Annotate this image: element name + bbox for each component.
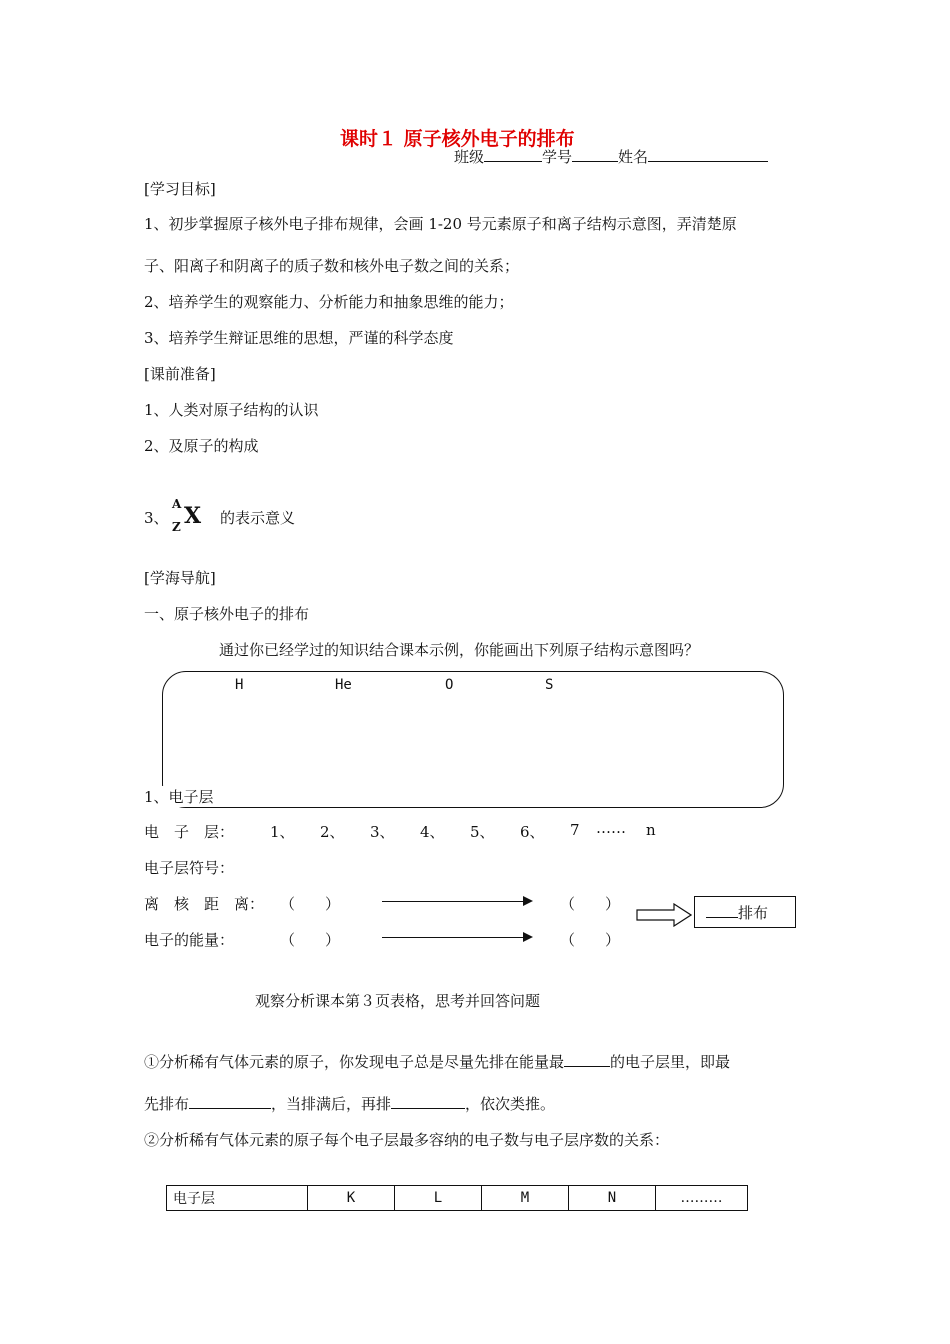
arrangement-blank[interactable] [706, 903, 738, 918]
goal-line-1b: 子、阳离子和阴离子的质子数和核外电子数之间的关系； [144, 257, 520, 275]
question-1b-mid: ，当排满后，再排 [271, 1095, 392, 1113]
shell-number-6: 6、 [520, 823, 545, 841]
table-cell-n: N [569, 1186, 656, 1211]
energy-paren-right[interactable]: （ ） [560, 931, 621, 949]
prep-item-2: 2、及原子的构成 [144, 437, 259, 455]
class-blank[interactable] [484, 147, 542, 162]
id-label: 学号 [542, 148, 573, 166]
table-cell-k: K [308, 1186, 395, 1211]
table-row [167, 1186, 748, 1211]
energy-paren-left[interactable]: （ ） [280, 931, 341, 949]
prep-heading: [课前准备] [144, 365, 216, 383]
class-label: 班级 [454, 148, 485, 166]
distance-arrow-line [382, 901, 524, 902]
subsection-1-heading: 1、电子层 [144, 788, 214, 806]
atom-label-h: H [235, 677, 244, 693]
shell-number-4: 4、 [420, 823, 445, 841]
prep-item-3-prefix: 3、 [144, 509, 169, 527]
table-cell-l: L [395, 1186, 482, 1211]
shell-number-ellipsis: …… [596, 819, 626, 837]
shell-number-7: 7 [570, 821, 580, 839]
energy-arrow-line [382, 937, 524, 938]
name-blank[interactable] [648, 147, 768, 162]
table-cell-ellipsis: ……… [656, 1186, 748, 1211]
question-1-line-a [144, 1051, 730, 1072]
section-1-heading: 一、原子核外电子的排布 [144, 605, 310, 623]
question-1-suffix: 的电子层里，即最 [610, 1053, 731, 1071]
shell-number-n: n [646, 821, 656, 839]
question-2: ②分析稀有气体元素的原子每个电子层最多容纳的电子数与电子层序数的关系： [144, 1131, 670, 1149]
arrangement-suffix: 排布 [738, 904, 769, 922]
shell-number-3: 3、 [370, 823, 395, 841]
page-title: 课时１ 原子核外电子的排布 [340, 128, 575, 150]
energy-arrow-head [523, 932, 533, 942]
shell-label: 电 子 层： [144, 823, 235, 841]
atom-label-he: He [335, 677, 352, 693]
shell-number-1: 1、 [270, 823, 295, 841]
shell-number-2: 2、 [320, 823, 345, 841]
question-1b-suffix: ，依次类推。 [465, 1095, 556, 1113]
question-1-line-b [144, 1093, 555, 1114]
question-1b-prefix: 先排布 [144, 1095, 190, 1113]
nuclide-atomic-number: Z [172, 520, 181, 534]
goal-line-3: 3、培养学生辩证思维的思想，严谨的科学态度 [144, 329, 454, 347]
question-1-prefix: ①分析稀有气体元素的原子，你发现电子总是尽量先排在能量最 [144, 1053, 565, 1071]
shell-capacity-table [166, 1185, 748, 1211]
prep-item-3-suffix: 的表示意义 [220, 509, 296, 527]
atom-drawing-box[interactable] [162, 671, 784, 808]
distance-arrow-head [523, 896, 533, 906]
atom-label-o: O [445, 677, 454, 693]
goals-heading: [学习目标] [144, 180, 216, 198]
question-1-blank-1[interactable] [564, 1052, 610, 1067]
name-label: 姓名 [618, 148, 649, 166]
student-info-line [454, 146, 768, 167]
arrangement-box-content [706, 902, 768, 923]
guide-heading: [学海导航] [144, 569, 216, 587]
distance-label: 离 核 距 离： [144, 895, 265, 913]
question-1-blank-2[interactable] [189, 1094, 271, 1109]
goal-line-2: 2、培养学生的观察能力、分析能力和抽象思维的能力； [144, 293, 514, 311]
question-1-blank-3[interactable] [391, 1094, 465, 1109]
shell-symbol-label: 电子层符号： [144, 859, 235, 877]
hollow-arrow-icon [636, 903, 692, 927]
id-blank[interactable] [572, 147, 618, 162]
observe-instruction: 观察分析课本第３页表格，思考并回答问题 [255, 992, 541, 1010]
distance-paren-left[interactable]: （ ） [280, 895, 341, 913]
energy-label: 电子的能量： [144, 931, 235, 949]
distance-paren-right[interactable]: （ ） [560, 895, 621, 913]
atom-label-s: S [545, 677, 554, 693]
shell-number-5: 5、 [470, 823, 495, 841]
prep-item-1: 1、人类对原子结构的认识 [144, 401, 319, 419]
table-cell-header: 电子层 [167, 1186, 308, 1211]
goal-line-1a: 1、初步掌握原子核外电子排布规律，会画 1-20 号元素原子和离子结构示意图，弄清楚原 [144, 215, 737, 233]
table-cell-m: M [482, 1186, 569, 1211]
drawing-question: 通过你已经学过的知识结合课本示例，你能画出下列原子结构示意图吗？ [219, 641, 700, 659]
nuclide-mass-number: A [172, 497, 182, 511]
nuclide-symbol: X [184, 503, 202, 529]
